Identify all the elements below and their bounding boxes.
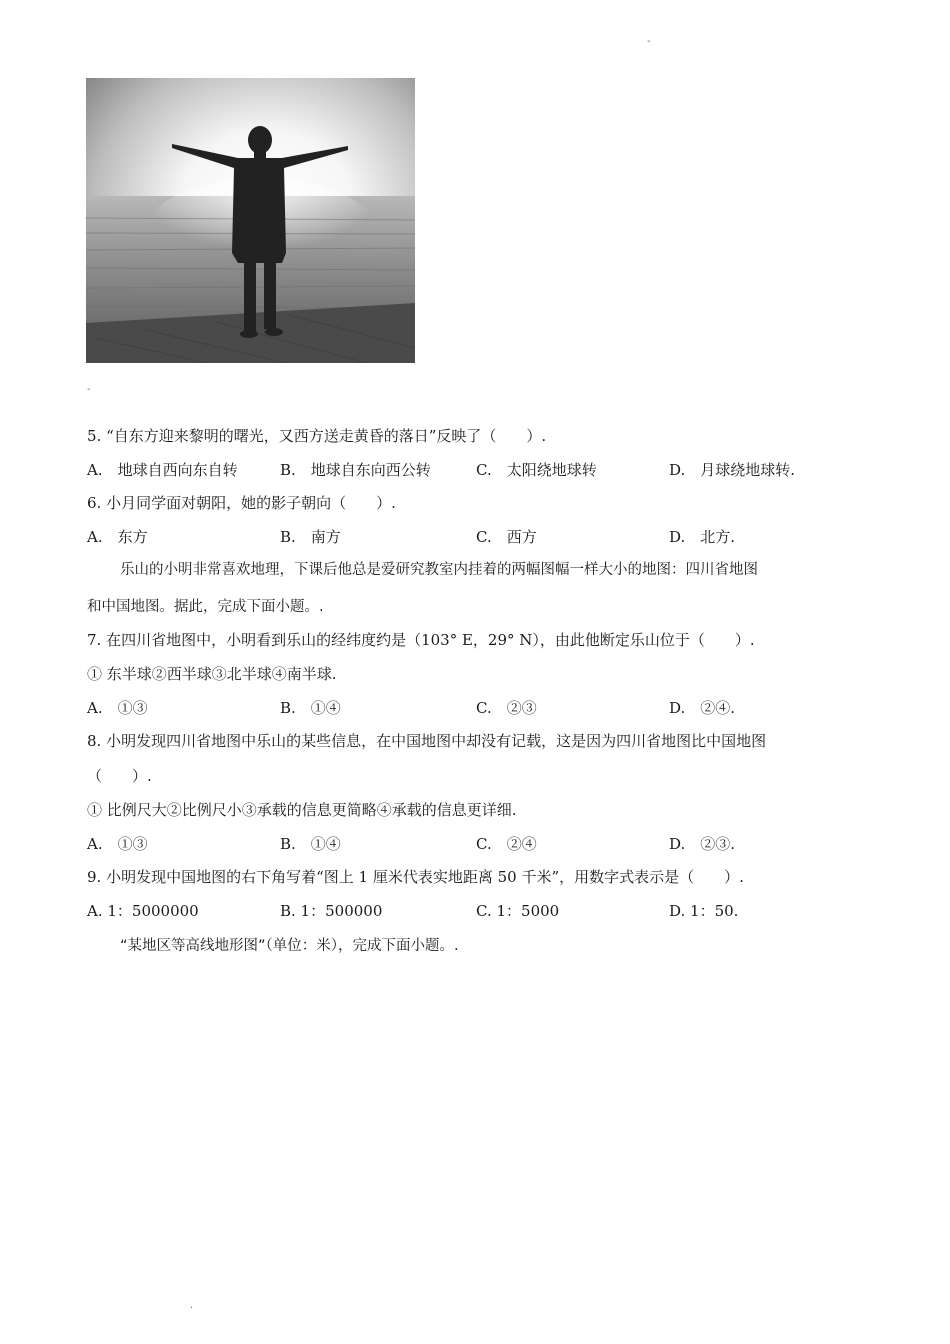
page-top-mark: - bbox=[647, 36, 651, 47]
question-8-option-a: A. ①③ bbox=[87, 835, 148, 853]
question-5-stem: 5. “自东方迎来黎明的曙光，又西方送走黄昏的落日”反映了（ ）. bbox=[87, 427, 547, 445]
intro-1-line-1: 乐山的小明非常喜欢地理，下课后他总是爱研究教室内挂着的两幅图幅一样大小的地图：四川省地图 bbox=[120, 562, 758, 578]
question-6-stem: 6. 小月同学面对朝阳，她的影子朝向（ ）. bbox=[87, 494, 396, 512]
question-9-option-a: A. 1：5000000 bbox=[87, 902, 199, 920]
question-8-stem-continued: （ ）. bbox=[87, 767, 152, 785]
question-9-option-d: D. 1：50. bbox=[669, 902, 739, 920]
question-6-option-b: B. 南方 bbox=[280, 528, 341, 546]
question-5-option-d: D. 月球绕地球转. bbox=[669, 461, 796, 479]
intro-2-line-1: “某地区等高线地形图”（单位：米），完成下面小题。. bbox=[120, 938, 459, 954]
question-7-option-a: A. ①③ bbox=[87, 699, 148, 717]
question-6-option-c: C. 西方 bbox=[476, 528, 537, 546]
intro-1-line-2: 和中国地图。据此，完成下面小题。. bbox=[87, 599, 324, 615]
question-9-option-c: C. 1：5000 bbox=[476, 902, 560, 920]
page-bottom-mark: . bbox=[190, 1300, 194, 1311]
question-9-stem: 9. 小明发现中国地图的右下角写着“图上 1 厘米代表实地距离 50 千米”，用数字式表示是（ ）. bbox=[87, 868, 744, 886]
question-7-choices: ① 东半球②西半球③北半球④南半球. bbox=[87, 665, 337, 683]
question-8-option-d: D. ②③. bbox=[669, 835, 736, 853]
question-6-option-a: A. 东方 bbox=[87, 528, 148, 546]
question-7-option-b: B. ①④ bbox=[280, 699, 341, 717]
question-8-option-b: B. ①④ bbox=[280, 835, 341, 853]
question-5-option-c: C. 太阳绕地球转 bbox=[476, 461, 597, 479]
question-6-option-d: D. 北方. bbox=[669, 528, 736, 546]
question-7-option-d: D. ②④. bbox=[669, 699, 736, 717]
question-8-stem: 8. 小明发现四川省地图中乐山的某些信息，在中国地图中却没有记载，这是因为四川省地图比中国地图 bbox=[87, 732, 767, 750]
question-8-option-c: C. ②④ bbox=[476, 835, 537, 853]
question-7-option-c: C. ②③ bbox=[476, 699, 537, 717]
after-image-mark: - bbox=[87, 384, 91, 395]
question-7-stem: 7. 在四川省地图中，小明看到乐山的经纬度约是（103° E，29° N），由此他断定乐山位于（ ）. bbox=[87, 631, 755, 649]
question-5-option-b: B. 地球自东向西公转 bbox=[280, 461, 431, 479]
question-9-option-b: B. 1：500000 bbox=[280, 902, 383, 920]
sunrise-silhouette-photo bbox=[86, 78, 415, 363]
question-8-choices: ① 比例尺大②比例尺小③承载的信息更简略④承载的信息更详细. bbox=[87, 801, 517, 819]
question-5-option-a: A. 地球自西向东自转 bbox=[87, 461, 238, 479]
